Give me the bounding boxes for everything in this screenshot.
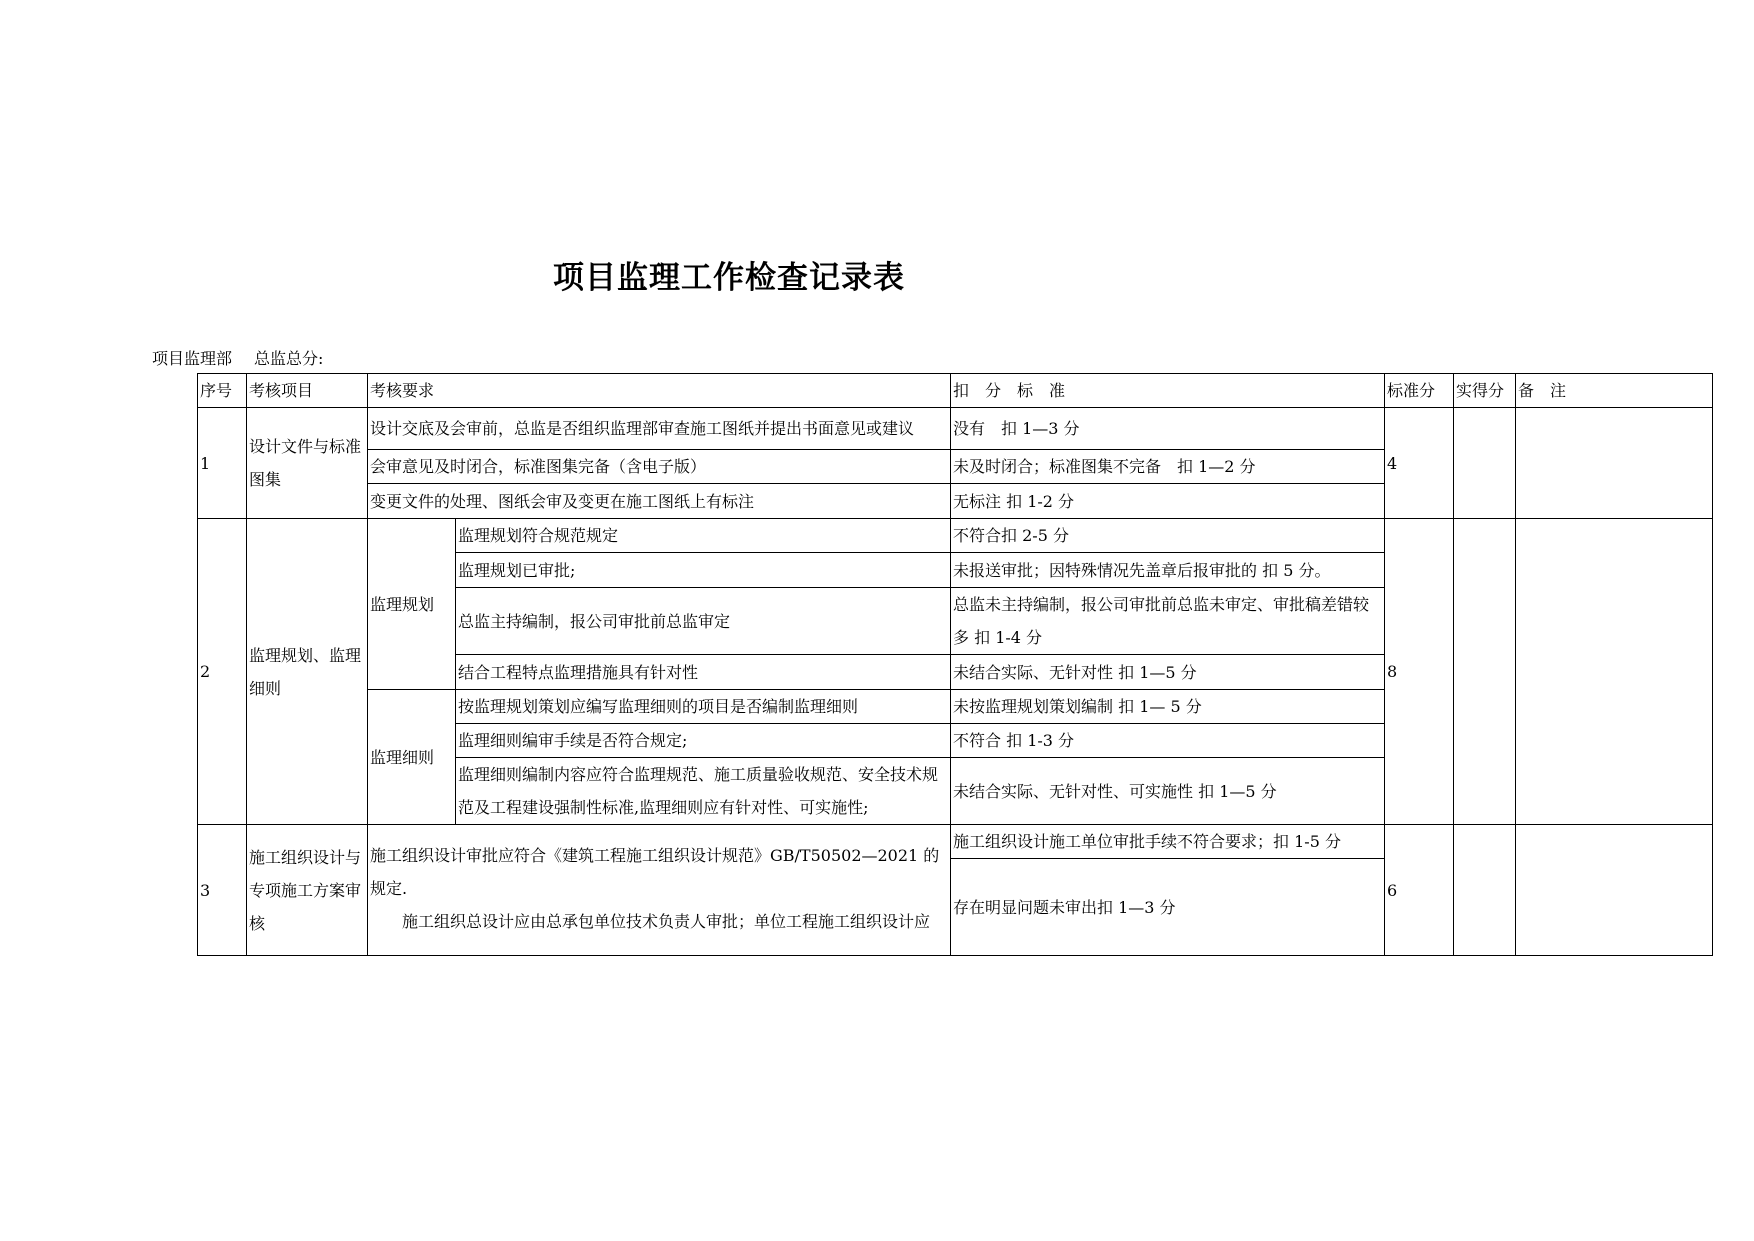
row2-sub1-ded-4: 未结合实际、无针对性 扣 1—5 分 xyxy=(951,655,1385,690)
row1-req-3: 变更文件的处理、图纸会审及变更在施工图纸上有标注 xyxy=(368,484,951,519)
dept-label: 项目监理部 xyxy=(152,349,233,368)
row3-std-score: 6 xyxy=(1385,825,1454,956)
row1-req-1: 设计交底及会审前，总监是否组织监理部审查施工图纸并提出书面意见或建议 xyxy=(368,408,951,450)
header-seq: 序号 xyxy=(198,374,247,408)
row2-sub1-req-1: 监理规划符合规范规定 xyxy=(456,519,951,553)
row3-item: 施工组织设计与专项施工方案审核 xyxy=(247,825,368,956)
row2-sub1-ded-3: 总监未主持编制，报公司审批前总监未审定、审批稿差错较多 扣 1-4 分 xyxy=(951,588,1385,655)
row2-sub2-name: 监理细则 xyxy=(368,690,456,825)
subheader xyxy=(152,346,345,369)
total-score-label: 总监总分: xyxy=(254,349,324,368)
row3-req-1: 施工组织设计审批应符合《建筑工程施工组织设计规范》GB/T50502—2021 的规定. xyxy=(370,846,940,898)
row1-remark xyxy=(1516,408,1713,519)
row3-seq: 3 xyxy=(198,825,247,956)
row2-sub2-ded-3: 未结合实际、无针对性、可实施性 扣 1—5 分 xyxy=(951,758,1385,825)
header-actual-score: 实得分 xyxy=(1454,374,1516,408)
row3-req-2: 施工组织总设计应由总承包单位技术负责人审批；单位工程施工组织设计应 xyxy=(402,912,931,931)
row1-ded-3: 无标注 扣 1-2 分 xyxy=(951,484,1385,519)
table-row xyxy=(198,825,1713,859)
row2-actual-score xyxy=(1454,519,1516,825)
row1-req-2: 会审意见及时闭合，标准图集完备（含电子版） xyxy=(368,450,951,484)
row2-sub1-req-2: 监理规划已审批; xyxy=(456,553,951,588)
row2-sub2-req-2: 监理细则编审手续是否符合规定; xyxy=(456,724,951,758)
row1-actual-score xyxy=(1454,408,1516,519)
row1-seq: 1 xyxy=(198,408,247,519)
row3-remark xyxy=(1516,825,1713,956)
row2-sub1-name: 监理规划 xyxy=(368,519,456,690)
row2-std-score: 8 xyxy=(1385,519,1454,825)
row2-seq: 2 xyxy=(198,519,247,825)
row2-sub2-ded-1: 未按监理规划策划编制 扣 1— 5 分 xyxy=(951,690,1385,724)
row1-item: 设计文件与标准图集 xyxy=(247,408,368,519)
row2-sub1-req-4: 结合工程特点监理措施具有针对性 xyxy=(456,655,951,690)
table-row xyxy=(198,408,1713,450)
row3-req xyxy=(368,825,951,956)
row3-actual-score xyxy=(1454,825,1516,956)
table-row xyxy=(198,519,1713,553)
row1-ded-2: 未及时闭合；标准图集不完备 扣 1—2 分 xyxy=(951,450,1385,484)
header-item: 考核项目 xyxy=(247,374,368,408)
inspection-table xyxy=(197,373,1713,956)
row3-ded-2: 存在明显问题未审出扣 1—3 分 xyxy=(951,859,1385,956)
row2-sub1-ded-1: 不符合扣 2-5 分 xyxy=(951,519,1385,553)
row3-ded-1: 施工组织设计施工单位审批手续不符合要求；扣 1-5 分 xyxy=(951,825,1385,859)
row2-sub1-req-3: 总监主持编制，报公司审批前总监审定 xyxy=(456,588,951,655)
row1-ded-1: 没有 扣 1—3 分 xyxy=(951,408,1385,450)
row2-sub2-ded-2: 不符合 扣 1-3 分 xyxy=(951,724,1385,758)
row2-sub2-req-3: 监理细则编制内容应符合监理规范、施工质量验收规范、安全技术规范及工程建设强制性标准,监理细则应有针对性、可实施性; xyxy=(456,758,951,825)
page-title: 项目监理工作检查记录表 xyxy=(553,260,905,296)
row2-item: 监理规划、监理细则 xyxy=(247,519,368,825)
header-remark: 备 注 xyxy=(1516,374,1713,408)
row2-sub2-req-1: 按监理规划策划应编写监理细则的项目是否编制监理细则 xyxy=(456,690,951,724)
header-std-score: 标准分 xyxy=(1385,374,1454,408)
row2-sub1-ded-2: 未报送审批；因特殊情况先盖章后报审批的 扣 5 分。 xyxy=(951,553,1385,588)
header-row xyxy=(198,374,1713,408)
header-deduction: 扣 分 标 准 xyxy=(951,374,1385,408)
row1-std-score: 4 xyxy=(1385,408,1454,519)
header-requirement: 考核要求 xyxy=(368,374,951,408)
row2-remark xyxy=(1516,519,1713,825)
